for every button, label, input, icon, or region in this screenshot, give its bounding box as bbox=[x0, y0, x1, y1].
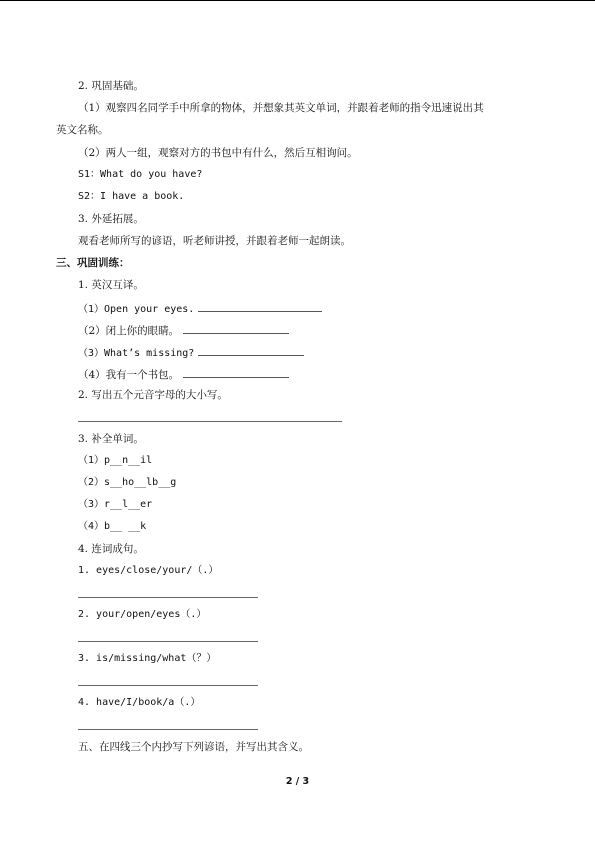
paragraph-1-line-2: 英文名称。 bbox=[56, 124, 109, 136]
q1-item-4: （4）我有一个书包。 bbox=[78, 366, 289, 382]
question-3: 3. 补全单词。 bbox=[78, 433, 144, 445]
top-border-line bbox=[0, 0, 595, 1]
paragraph-1-line-1: （1）观察四名同学手中所拿的物体，并想象其英文单词，并跟着老师的指令迅速说出其 bbox=[78, 102, 484, 114]
answer-blank bbox=[183, 366, 289, 378]
page-number: 2 / 3 bbox=[285, 776, 310, 787]
dialogue-s2: S2：I have a book. bbox=[78, 191, 185, 202]
q3-item-1: （1）p__n__il bbox=[78, 455, 153, 466]
paragraph-3: 观看老师所写的谚语，听老师讲授，并跟着老师一起朗读。 bbox=[78, 235, 351, 247]
dialogue-s1: S1：What do you have? bbox=[78, 169, 203, 180]
question-2: 2. 写出五个元音字母的大小写。 bbox=[78, 389, 228, 401]
answer-line bbox=[78, 729, 258, 730]
q1-item-3: （3）What’s missing? bbox=[78, 344, 304, 361]
answer-blank bbox=[183, 322, 289, 334]
answer-blank bbox=[198, 344, 304, 356]
q4-item-2: 2. your/open/eyes（.） bbox=[78, 609, 207, 620]
q4-item-1: 1. eyes/close/your/（.） bbox=[78, 565, 219, 576]
answer-line bbox=[78, 641, 258, 642]
q3-item-4: （4）b__ __k bbox=[78, 521, 147, 532]
question-1: 1. 英汉互译。 bbox=[78, 279, 144, 291]
answer-line bbox=[78, 421, 342, 422]
answer-line bbox=[78, 597, 258, 598]
q1-item-2: （2）闭上你的眼睛。 bbox=[78, 322, 289, 338]
answer-blank bbox=[198, 300, 322, 312]
q3-item-2: （2）s__ho__lb__g bbox=[78, 477, 177, 488]
q4-item-3: 3. is/missing/what（？） bbox=[78, 653, 217, 664]
q4-item-4: 4. have/I/book/a（.） bbox=[78, 697, 201, 708]
question-4: 4. 连词成句。 bbox=[78, 543, 144, 555]
question-5: 五、在四线三个内抄写下列谚语，并写出其含义。 bbox=[78, 741, 309, 753]
answer-line bbox=[78, 685, 258, 686]
section3-heading: 3. 外延拓展。 bbox=[78, 213, 144, 225]
q1-item-1: （1）Open your eyes. bbox=[78, 300, 322, 317]
q3-item-3: （3）r__l__er bbox=[78, 499, 153, 510]
paragraph-2: （2）两人一组，观察对方的书包中有什么，然后互相询问。 bbox=[78, 147, 358, 159]
practice-title: 三、巩固训练： bbox=[56, 257, 130, 269]
section2-heading: 2. 巩固基础。 bbox=[78, 80, 144, 92]
